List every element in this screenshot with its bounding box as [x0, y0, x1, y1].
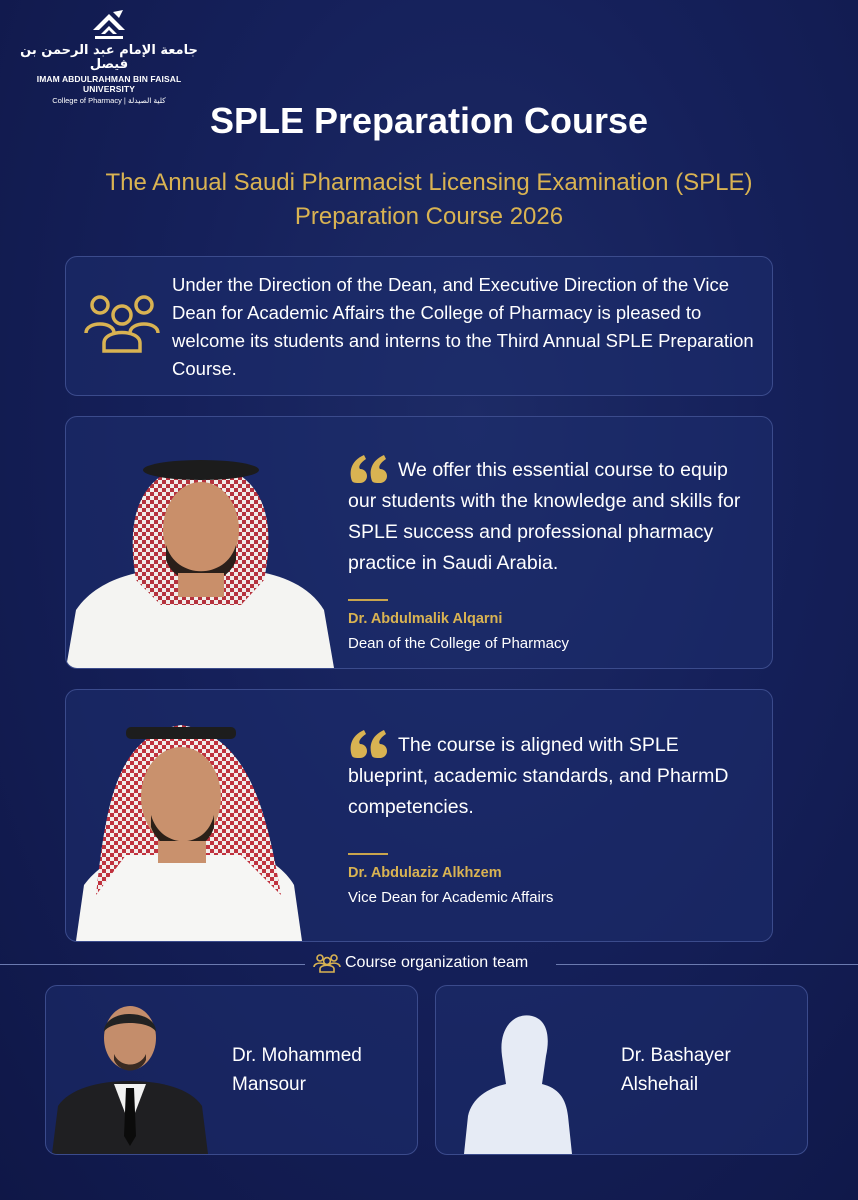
- subtitle-line-2: Preparation Course 2026: [294, 203, 564, 230]
- vice-dean-quote: [348, 730, 758, 823]
- team-icon: [313, 953, 341, 973]
- vice-dean-quote-text: The course is aligned with SPLE blueprint, academic standards, and PharmD competencies.: [348, 734, 729, 818]
- vice-dean-name: Dr. Abdulaziz Alkhzem: [348, 865, 502, 881]
- team-member-name-line-1: Dr. Bashayer: [621, 1045, 731, 1066]
- logo-english-name: IMAM ABDULRAHMAN BIN FAISAL UNIVERSITY: [36, 74, 182, 94]
- dean-quote-text: We offer this essential course to equip our students with the knowledge and skills for SPLE success and professional pharmacy practice in Saudi Arabia.: [348, 459, 741, 574]
- team-member-card: [45, 985, 418, 1155]
- team-member-name: [232, 1041, 412, 1099]
- team-member-portrait: [50, 996, 210, 1154]
- vice-dean-quote-block: [348, 730, 758, 906]
- university-logo: [14, 8, 204, 105]
- team-member-name-line-2: Alshehail: [621, 1074, 699, 1095]
- logo-college-name: College of Pharmacy | كلية الصيدلة: [52, 96, 166, 105]
- team-member-name: [621, 1041, 801, 1099]
- dean-role: Dean of the College of Pharmacy: [348, 635, 569, 652]
- dean-portrait: [66, 440, 334, 668]
- page-title: SPLE Preparation Course: [209, 100, 649, 141]
- group-icon: [82, 291, 162, 355]
- vice-dean-portrait: [66, 705, 306, 941]
- gold-divider: [348, 853, 388, 855]
- logo-arabic-name: جامعة الإمام عبد الرحمن بن فيصل: [20, 43, 198, 72]
- dean-name: Dr. Abdulmalik Alqarni: [348, 611, 503, 627]
- quote-icon: [348, 728, 390, 758]
- university-emblem-icon: [89, 8, 129, 42]
- vice-dean-role: Vice Dean for Academic Affairs: [348, 889, 554, 906]
- team-divider-left: [0, 964, 305, 965]
- team-member-silhouette-icon: [458, 1006, 578, 1154]
- team-label-text: Course organization team: [345, 954, 529, 971]
- team-divider-right: [556, 964, 858, 965]
- dean-card: [65, 416, 773, 669]
- dean-quote: [348, 455, 758, 579]
- page-subtitle: [0, 166, 858, 234]
- team-member-name-line-1: Dr. Mohammed: [232, 1045, 362, 1066]
- gold-divider: [348, 599, 388, 601]
- quote-icon: [348, 453, 390, 483]
- team-section-label: [313, 953, 553, 973]
- dean-quote-block: [348, 455, 758, 652]
- subtitle-line-1: The Annual Saudi Pharmacist Licensing Examination (SPLE): [105, 169, 753, 196]
- intro-card: [65, 256, 773, 396]
- team-member-card: [435, 985, 808, 1155]
- intro-text: Under the Direction of the Dean, and Executive Direction of the Vice Dean for Academic Affairs the College of Pharmacy is pleased to welcome its students and interns to the Third Annual SPLE Preparation Course.: [172, 274, 754, 379]
- team-member-name-line-2: Mansour: [232, 1074, 306, 1095]
- vice-dean-card: [65, 689, 773, 942]
